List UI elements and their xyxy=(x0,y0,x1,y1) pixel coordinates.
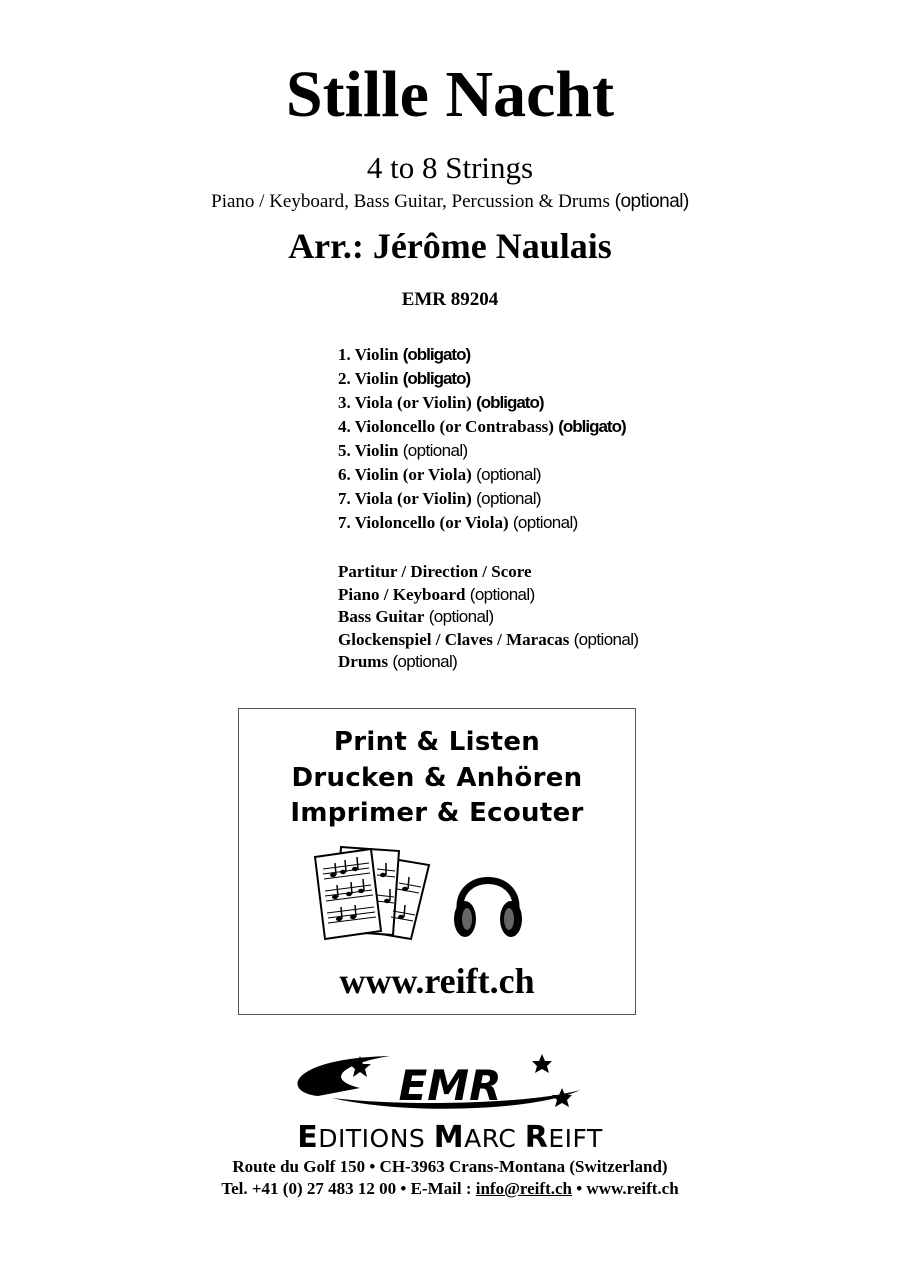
publisher-word-1: DITIONS xyxy=(318,1124,434,1153)
part-item xyxy=(338,343,626,367)
part-name: 7. Viola (or Violin) xyxy=(338,489,472,508)
instrumentation-note: (optional) xyxy=(614,191,689,212)
part-note: (optional) xyxy=(512,513,578,532)
instrumentation-text: Piano / Keyboard, Bass Guitar, Percussion & Drums xyxy=(211,191,610,212)
emr-logo xyxy=(240,1052,660,1120)
publisher-word-2: ARC xyxy=(464,1124,525,1153)
parts-list xyxy=(338,343,626,535)
promo-line-de: Drucken & Anhören xyxy=(291,763,583,793)
phone-text: Tel. +41 (0) 27 483 12 00 • E-Mail : xyxy=(221,1179,472,1198)
part-item xyxy=(338,439,626,463)
extra-item xyxy=(338,629,639,652)
website-text[interactable]: • www.reift.ch xyxy=(576,1179,679,1198)
publisher-initial-m: M xyxy=(433,1120,465,1155)
email-link[interactable]: info@reift.ch xyxy=(475,1179,572,1198)
part-name: 2. Violin xyxy=(338,369,399,388)
part-name: 6. Violin (or Viola) xyxy=(338,465,472,484)
part-item xyxy=(338,463,626,487)
catalog-number: EMR 89204 xyxy=(401,289,499,310)
part-note: (optional) xyxy=(476,465,541,484)
extra-note: (optional) xyxy=(469,584,535,604)
extra-name: Glockenspiel / Claves / Maracas xyxy=(338,629,570,649)
arranger: Arr.: Jérôme Naulais xyxy=(288,226,612,266)
part-name: 4. Violoncello (or Contrabass) xyxy=(338,417,554,436)
publisher-initial-r: R xyxy=(524,1120,549,1155)
part-item xyxy=(338,487,626,511)
part-name: 3. Viola (or Violin) xyxy=(338,393,472,412)
headphones-icon xyxy=(452,861,524,941)
part-note: (optional) xyxy=(402,441,468,460)
extras-list xyxy=(338,561,639,674)
part-item xyxy=(338,415,626,439)
extra-note: (optional) xyxy=(573,629,639,649)
part-note: (obligato) xyxy=(558,417,626,436)
extra-note: (optional) xyxy=(392,652,458,671)
part-note: (obligato) xyxy=(476,393,544,412)
logo-mark: EMR xyxy=(398,1061,502,1110)
promo-line-fr: Imprimer & Ecouter xyxy=(290,798,584,828)
extra-name: Piano / Keyboard xyxy=(338,584,466,604)
part-name: 5. Violin xyxy=(338,441,399,460)
extra-item xyxy=(338,606,639,629)
part-item xyxy=(338,511,626,535)
promo-url[interactable]: www.reift.ch xyxy=(339,961,535,1001)
instrumentation-line xyxy=(0,192,900,211)
publisher-initial-e: E xyxy=(297,1120,319,1155)
part-item xyxy=(338,391,626,415)
part-note: (obligato) xyxy=(402,369,471,388)
print-listen-box[interactable] xyxy=(238,708,636,1015)
page-title: Stille Nacht xyxy=(285,58,615,131)
publisher-name xyxy=(0,1120,900,1155)
part-note: (obligato) xyxy=(402,345,471,364)
part-note: (optional) xyxy=(476,489,541,508)
address-line: Route du Golf 150 • CH-3963 Crans-Montana (Switzerland) xyxy=(232,1157,668,1176)
sheet-music-icon xyxy=(311,839,441,949)
extra-name: Bass Guitar xyxy=(338,607,425,626)
extra-item xyxy=(338,651,639,674)
part-name: 7. Violoncello (or Viola) xyxy=(338,513,509,532)
promo-line-en: Print & Listen xyxy=(333,727,541,757)
part-name: 1. Violin xyxy=(338,345,399,364)
extra-name: Partitur / Direction / Score xyxy=(338,562,532,581)
extra-name: Drums xyxy=(338,652,389,671)
subtitle: 4 to 8 Strings xyxy=(366,150,534,185)
extra-item xyxy=(338,584,639,607)
extra-item xyxy=(338,561,639,584)
extra-note: (optional) xyxy=(428,607,494,626)
publisher-word-3: EIFT xyxy=(548,1124,603,1153)
part-item xyxy=(338,367,626,391)
contact-line xyxy=(0,1180,900,1197)
